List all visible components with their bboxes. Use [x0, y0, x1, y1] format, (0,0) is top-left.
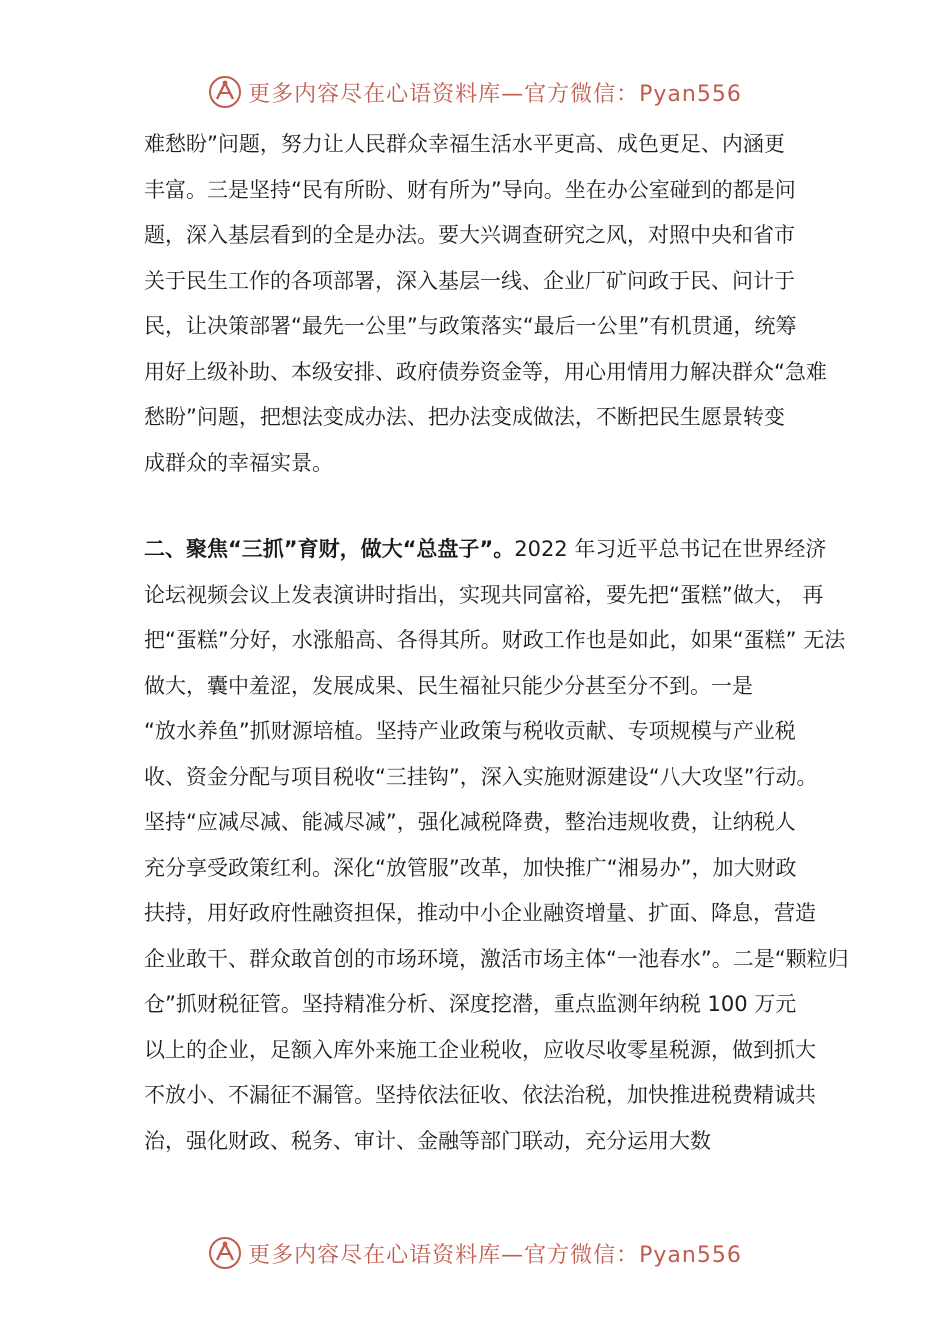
- text-line: 民，让决策部署“最先一公里”与政策落实“最后一公里”有机贯通，统筹: [144, 314, 797, 338]
- section-heading: 二、聚焦“三抓”育财，做大“总盘子”。: [144, 537, 515, 561]
- text-line: 丰富。三是坚持“民有所盼、财有所为”导向。坐在办公室碰到的都是问: [144, 177, 796, 202]
- text-line: 愁盼”问题，把想法变成办法、把办法变成做法，不断把民生愿景转变: [144, 405, 785, 429]
- text-line: 题，深入基层看到的全是办法。要大兴调查研究之风，对照中央和省市: [144, 223, 795, 247]
- text-line: 治，强化财政、税务、审计、金融等部门联动，充分运用大数: [144, 1128, 711, 1153]
- document-body: [144, 122, 849, 1164]
- text-line: 企业敢干、群众敢首创的市场环境，激活市场主体“一池春水”。二是“颗粒归: [144, 946, 849, 971]
- paragraph-1: [144, 122, 827, 486]
- watermark-text: 更多内容尽在心语资料库—官方微信：Pyan556: [248, 81, 742, 107]
- text-line: 充分享受政策红利。深化“放管服”改革，加快推广“湘易办”，加大财政: [144, 855, 797, 880]
- text-line: 关于民生工作的各项部署，深入基层一线、企业厂矿问政于民、问计于: [144, 268, 795, 293]
- text-line: 把“蛋糕”分好，水涨船高、各得其所。财政工作也是如此，如果“蛋糕” 无法: [144, 628, 846, 652]
- text-line: 做大，囊中羞涩，发展成果、民生福祉只能少分甚至分不到。一是: [144, 673, 753, 698]
- text-line: 收、资金分配与项目税收“三挂钩”，深入实施财源建设“八大攻坚”行动。: [144, 764, 818, 789]
- text-line: 论坛视频会议上发表演讲时指出，实现共同富裕，要先把“蛋糕”做大， 再: [144, 582, 824, 607]
- text-line: 难愁盼”问题，努力让人民群众幸福生活水平更高、成色更足、内涵更: [144, 132, 785, 156]
- heading-line-rest: 2022 年习近平总书记在世界经济: [514, 537, 827, 561]
- text-line: 以上的企业，足额入库外来施工企业税收，应收尽收零星税源，做到抓大: [144, 1037, 816, 1062]
- paragraph-spacer: [144, 486, 824, 527]
- watermark-text: 更多内容尽在心语资料库—官方微信：Pyan556: [248, 1242, 742, 1268]
- text-line: [144, 527, 827, 573]
- text-line: 成群众的幸福实景。: [144, 450, 333, 475]
- text-line: 扶持，用好政府性融资担保，推动中小企业融资增量、扩面、降息，营造: [144, 901, 816, 925]
- footer-watermark: [0, 1233, 950, 1273]
- text-line: 坚持“应减尽减、能减尽减”，强化减税降费，整治违规收费，让纳税人: [144, 810, 796, 834]
- text-line: 不放小、不漏征不漏管。坚持依法征收、依法治税，加快推进税费精诚共: [144, 1083, 816, 1107]
- text-line: “放水养鱼”抓财源培植。坚持产业政策与税收贡献、专项规模与产业税: [144, 719, 796, 743]
- paragraph-2: [144, 527, 849, 1164]
- brand-logo-icon: [208, 1236, 242, 1270]
- text-line: 仓”抓财税征管。坚持精准分析、深度挖潜，重点监测年纳税 100 万元: [144, 992, 797, 1016]
- text-line: 用好上级补助、本级安排、政府债券资金等，用心用情用力解决群众“急难: [144, 359, 827, 384]
- header-watermark: [0, 72, 950, 112]
- brand-logo-icon: [208, 75, 242, 109]
